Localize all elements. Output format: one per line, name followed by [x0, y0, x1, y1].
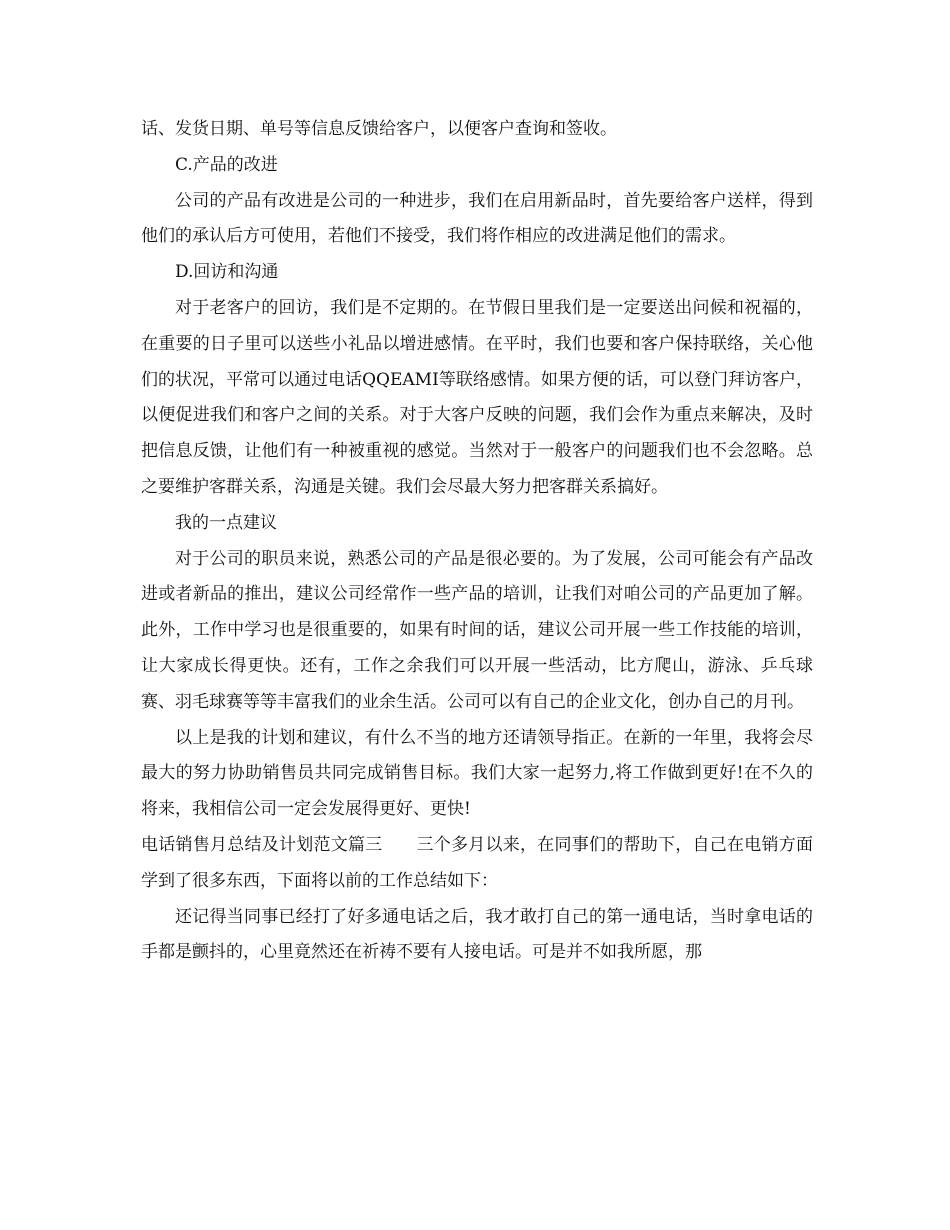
paragraph-first-call: 还记得当同事已经打了好多通电话之后，我才敢打自己的第一通电话，当时拿电话的手都是颤抖的，心里竟然还在祈祷不要有人接电话。可是并不如我所愿，那 [141, 906, 813, 963]
section-heading-suggestions: 我的一点建议 [175, 512, 277, 533]
paragraph-suggestions: 对于公司的职员来说，熟悉公司的产品是很必要的。为了发展，公司可能会有产品改进或者新品的推出，建议公司经常作一些产品的培训，让我们对咱公司的产品更加了解。此外，工作中学习也是很重要的，如果有时间的话，建议公司开展一些工作技能的培训，让大家成长得更快。还有，工作之余我们可以开展一些活动，比方爬山，游泳、乒乓球赛、羽毛球赛等等丰富我们的业余生活。公司可以有自己的企业文化，创办自己的月刊。 [141, 548, 813, 712]
paragraph-part-three [141, 828, 813, 900]
document-page [141, 112, 813, 971]
section-heading-follow-up: D.回访和沟通 [175, 262, 279, 283]
paragraph-follow-up: 对于老客户的回访，我们是不定期的。在节假日里我们是一定要送出问候和祝福的，在重要的日子里可以送些小礼品以增进感情。在平时，我们也要和客户保持联络，关心他们的状况，平常可以通过电话QQEAMI等联络感情。如果方便的话，可以登门拜访客户，以便促进我们和客户之间的关系。对于大客户反映的问题，我们会作为重点来解决，及时把信息反馈，让他们有一种被重视的感觉。当然对于一般客户的问题我们也不会忽略。总之要维护客群关系，沟通是关键。我们会尽最大努力把客群关系搞好。 [141, 297, 813, 497]
continuation-paragraph: 话、发货日期、单号等信息反馈给客户，以便客户查询和签收。 [141, 119, 617, 139]
part-three-intro: 三个多月以来，在同事们的帮助下，自己在电销方面学到了很多东西，下面将以前的工作总结如下： [141, 834, 813, 891]
part-three-title: 电话销售月总结及计划范文篇三 [141, 834, 383, 855]
paragraph-conclusion: 以上是我的计划和建议，有什么不当的地方还请领导指正。在新的一年里，我将会尽最大的努力协助销售员共同完成销售目标。我们大家一起努力,将工作做到更好!在不久的将来，我相信公司一定会发展得更好、更快! [141, 727, 813, 820]
section-heading-product-improvement: C.产品的改进 [175, 154, 278, 175]
paragraph-product-improvement: 公司的产品有改进是公司的一种进步，我们在启用新品时，首先要给客户送样，得到他们的承认后方可使用，若他们不接受，我们将作相应的改进满足他们的需求。 [141, 190, 813, 247]
